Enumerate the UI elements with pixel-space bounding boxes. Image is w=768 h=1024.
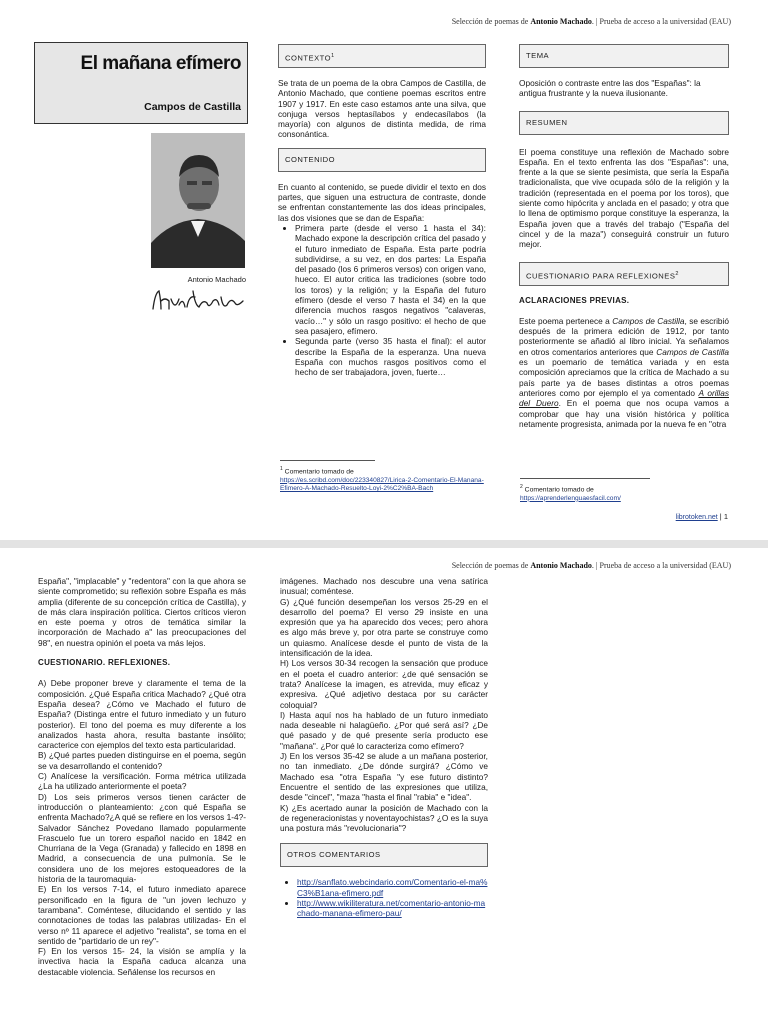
comentario-link[interactable]: http://sanflato.webcindario.com/Comentario-el-ma%C3%B1ana-efimero.pdf bbox=[297, 877, 488, 898]
footnote-ref-1[interactable]: 1 bbox=[331, 53, 335, 59]
signature-image bbox=[149, 287, 247, 315]
title-box bbox=[34, 42, 248, 124]
list-item: • Primera parte (desde el verso 1 hasta el 34): Machado expone la descripción crítica del pasado y el futuro inmediato de España. Esta parte podría subdividirse, a su vez, en dos partes: La España del pasado (los 6 primeros versos) con origen vano, hueco. El autor critica las tradiciones (sobre todo los toros) y la religión; y la España del futuro efímero (desde el verso 7 hasta el 34) en la que diferencia muchos rasgos negativos "calaveras, vacío…" y sólo un rasgo positivo: el hecho de que sea pasajero, efímero. bbox=[295, 223, 486, 336]
question-item: I) Hasta aquí nos ha hablado de un futuro inmediato nada deseable ni halagüeño. ¿Por qué será así? ¿De qué pasado y de qué presente sería producto ese "mañana". ¿Por qué lo caracteriza como efímero? bbox=[280, 709, 488, 751]
footnote-number: 1 bbox=[280, 466, 283, 472]
portrait-image bbox=[151, 133, 245, 268]
comentario-link[interactable]: http://www.wikiliteratura.net/comentario-antonio-machado-manana-efimero-pau/ bbox=[297, 898, 486, 919]
running-header-author: Antonio Machado bbox=[530, 561, 592, 570]
cuestionario-reflexiones-heading: CUESTIONARIO. REFLEXIONES. bbox=[38, 658, 171, 668]
aclaraciones-text-part: Este poema pertenece a bbox=[519, 315, 613, 326]
cuestionario-heading-text: CUESTIONARIO PARA REFLEXIONES bbox=[526, 271, 676, 281]
book-title: Campos de Castilla bbox=[612, 315, 685, 326]
contexto-text: Se trata de un poema de la obra Campos de Castilla, de Antonio Machado, que contiene poemas escritos entre 1907 y 1917. En este caso estamos ante una silva, que conjuga versos heptasílabos y endecasílabos (la mayoría) con algunos de distinta medida, de rima consonántica. bbox=[278, 78, 486, 140]
question-item: G) ¿Qué función desempeñan los versos 25-29 en el desarrollo del poema? El verso 29 insiste en una expresión que ya ha aparecido dos veces; pero ahora es algo más breve y, por otra parte se construye como un quiasmo. Analícese desde el punto de vista de la intensificación de la idea. bbox=[280, 596, 488, 659]
question-item: E) En los versos 7-14, el futuro inmediato aparece personificado en la figura de "un joven lechuzo y tarambana". Coméntese, dilucidando el sentido y las connotaciones de todas las palabras utilizadas- En el verso nº 11 aparece el adjetivo "realista", se toma en el sentido de "partidario de un rey"- bbox=[38, 884, 246, 946]
book-title: Campos de Castilla bbox=[656, 346, 729, 357]
running-header bbox=[452, 17, 731, 26]
question-item: H) Los versos 30-34 recogen la sensación que produce en el poeta el cuadro anterior: ¿de qué sensación se trata? Analícese la imagen, es atrevida, muy eficaz y expresiva. ¿Qué adjetivo destaca por su carácter coloquial? bbox=[280, 658, 488, 710]
section-heading-cuestionario bbox=[519, 262, 729, 286]
list-item: • Segunda parte (verso 35 hasta el final): el autor describe la España de la esperanza. Una nueva España con muchos rasgos positivos como el hecho de ser trabajadora, joven, fuerte… bbox=[295, 336, 486, 377]
contenido-intro: En cuanto al contenido, se puede dividir el texto en dos partes, que siguen una estructura de contraste, donde se enfrentan constantemente las dos ideas principales, las dos visiones que se dan de España: bbox=[278, 181, 486, 223]
footnote-2-link[interactable]: https://aprenderlenguaesfacil.com/ bbox=[520, 494, 621, 502]
aclaraciones-text-part: . En el poema que nos ocupa vamos a comprobar que hay una visión histórica y política netamente progresista, animada por la nueva fe en "otra bbox=[519, 398, 729, 429]
middle-column bbox=[278, 44, 486, 377]
page-gap bbox=[0, 540, 768, 548]
aclaraciones-text-part: es un poemario de temática variada y en esta composición apreciamos que la crítica de Machado a su país parte ya de bases distintas a otros poemas anteriores como por ejemplo el ya comentado bbox=[519, 357, 729, 398]
question-item: D) Los seis primeros versos tienen carácter de introducción o planteamiento: ¿con qué España se enfrenta Machado?¿A qué se refiere en los versos 1-4?- Salvador Sánchez Povedano llamado popularmente Frascuelo fue un torero español nacido en 1842 en Churriana de la Vega (Granada) y fallecido en 1898 en Madrid, a consecuencia de una pulmonía. Se le considera uno de los mejores estoqueadores de la historia de la tauromaquia- bbox=[38, 791, 246, 885]
footnote-rule bbox=[280, 460, 375, 461]
photo-caption: Antonio Machado bbox=[187, 275, 246, 284]
contenido-list bbox=[278, 223, 486, 377]
resumen-text: El poema constituye una reflexión de Machado sobre España. En el texto enfrenta las dos "Españas": una, frente a la que se siente pesimista, que sería la España tradicionalista, que vive ocupada sólo de la religión y la tradición (representada en el poema por los toros), que siente como hipócrita y anclada en el pasado; y otra que lo llena de optimismo porque constituye la esperanza, la España joven que a través del trabajo ("España del cincel y de la maza") conseguirá construir un futuro mejor. bbox=[519, 146, 729, 250]
section-heading-contenido: CONTENIDO bbox=[278, 148, 486, 172]
footnote-label: Comentario tomado de bbox=[524, 486, 594, 494]
page-2 bbox=[0, 548, 768, 1024]
page-subtitle: Campos de Castilla bbox=[144, 101, 241, 113]
running-header-2 bbox=[452, 561, 731, 570]
footnote-2 bbox=[520, 478, 730, 503]
running-header-prefix: Selección de poemas de bbox=[451, 561, 531, 570]
footnote-rule bbox=[520, 478, 650, 479]
running-header-author: Antonio Machado bbox=[530, 17, 592, 26]
page-number bbox=[676, 512, 728, 521]
question-item: imágenes. Machado nos descubre una vena satírica inusual; coméntese. bbox=[280, 576, 488, 597]
page2-middle-column bbox=[280, 576, 488, 919]
otros-links-list bbox=[280, 877, 488, 918]
tema-text: Oposición o contraste entre las dos "Españas": la antigua frustrante y la nueva ilusionante. bbox=[519, 78, 701, 99]
list-item bbox=[297, 877, 488, 898]
list-item bbox=[297, 898, 488, 919]
footer-page-number: 1 bbox=[723, 512, 728, 521]
page-title: El mañana efímero bbox=[80, 53, 241, 74]
running-header-suffix: . | Prueba de acceso a la universidad (EAU) bbox=[591, 561, 731, 570]
running-header-suffix: . | Prueba de acceso a la universidad (EAU) bbox=[591, 17, 731, 26]
author-portrait bbox=[151, 133, 245, 268]
footnote-1-link[interactable]: https://es.scribd.com/doc/223340827/Lirica-2-Comentario-El-Manana-Efimero-A-Machado-Resuelto-Loyi-2%C2%BA-Bach bbox=[280, 476, 484, 493]
footer-separator: | bbox=[717, 512, 724, 521]
right-column bbox=[519, 44, 729, 437]
a-orillas-del-duero-link[interactable]: A orillas del Duero bbox=[519, 387, 730, 409]
footnote-label: Comentario tomado de bbox=[284, 468, 354, 476]
question-item: B) ¿Qué partes pueden distinguirse en el poema, según se va desarrollando el contenido? bbox=[38, 750, 246, 771]
footnote-number: 2 bbox=[520, 484, 523, 490]
footnote-ref-2[interactable]: 2 bbox=[675, 270, 679, 277]
question-item: J) En los versos 35-42 se alude a un mañana posterior, no tan inmediato. ¿De dónde surgirá? ¿Cómo ve Machado esa "otra España "y ese futuro distinto? Encuentre el sentido de las expresiones que utiliza, desde "cincel", "maza "hasta el final "rabia" e "idea". bbox=[280, 751, 488, 803]
contexto-heading-text: CONTEXTO bbox=[285, 53, 332, 63]
page2-left-column bbox=[38, 576, 246, 977]
section-heading-resumen: RESUMEN bbox=[519, 111, 729, 135]
section-heading-tema: TEMA bbox=[519, 44, 729, 68]
question-item: C) Analícese la versificación. Forma métrica utilizada ¿La ha utilizado anteriormente el poeta? bbox=[38, 771, 246, 792]
section-heading-otros: OTROS COMENTARIOS bbox=[280, 843, 488, 867]
running-header-prefix: Selección de poemas de bbox=[451, 17, 531, 26]
footer-link[interactable]: librotoken.net bbox=[675, 514, 718, 521]
continuation-paragraph: España", "implacable" y "redentora" con la que ahora se siente comprometido; su reflexión sobre España es más amplia (diferente de su concepción crítica de Castilla), y de más clara inspiración política. Ciertos críticos vieron en este poema y otros de temática similar la incorporación de Machado a" las preocupaciones del 98", en nuestra opinión el poeta va más lejos. bbox=[38, 576, 246, 648]
aclaraciones-heading: ACLARACIONES PREVIAS. bbox=[519, 295, 630, 305]
footnote-1 bbox=[280, 460, 488, 493]
question-item: K) ¿Es acertado aunar la posición de Machado con la de regeneracionistas y noventayochistas? ¿O es la suya una postura más "revolucionaria"? bbox=[280, 802, 488, 834]
section-heading-contexto bbox=[278, 44, 486, 68]
aclaraciones-text bbox=[519, 316, 729, 429]
question-item: F) En los versos 15- 24, la visión se amplía y la invectiva hacia la España caduca alcanza una destacable violencia. Señálense los recursos en bbox=[38, 946, 246, 977]
aclaraciones-text-part: , se escribió después de la primera edición de 1912, por tanto posteriormente se añadió al libro inicial. Ya señalamos en otros comentarios anteriores que bbox=[519, 315, 729, 357]
question-item: A) Debe proponer breve y claramente el tema de la composición. ¿Qué España critica Machado? ¿Qué otra España desea? ¿Cómo ve Machado el futuro de España? (Distinga entre el futuro inmediato y un futuro posterior). El tono del poema es muy diferente a los analizados hasta ahora, resulta bastante insólito; caracterice con ejemplos del texto esta particularidad. bbox=[38, 678, 246, 751]
